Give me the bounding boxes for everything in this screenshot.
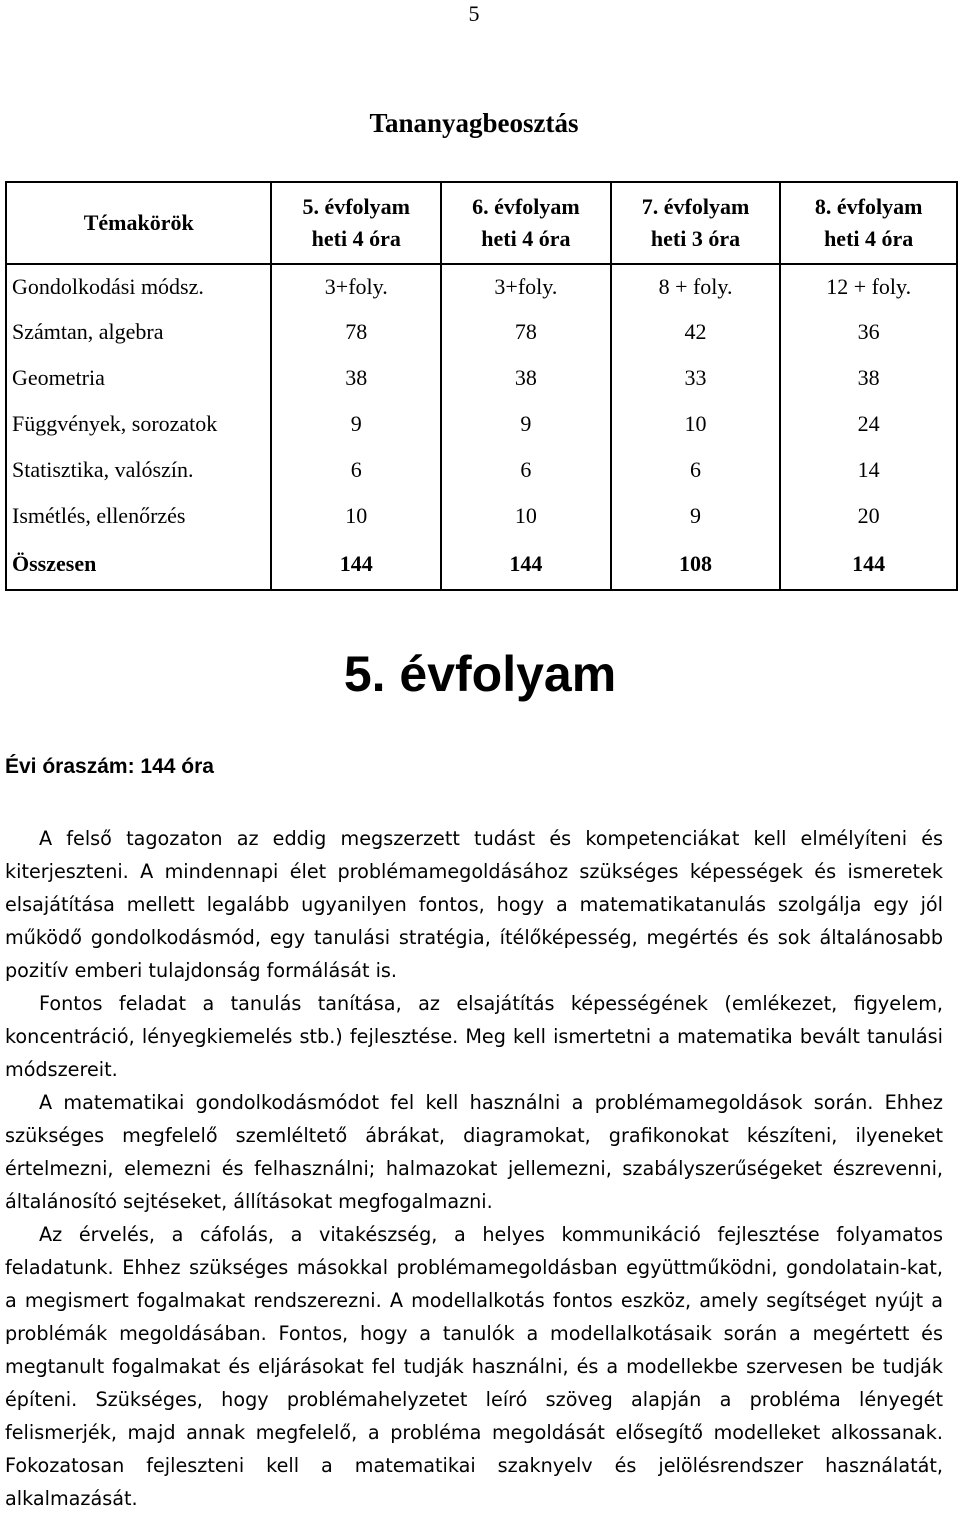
grade-label: 7. évfolyam [641, 194, 750, 219]
topic-cell: Összesen [6, 539, 271, 590]
hours-cell: 6 [441, 447, 611, 493]
topic-cell: Függvények, sorozatok [6, 401, 271, 447]
hours-cell: 3+foly. [441, 264, 611, 309]
hours-cell: 20 [780, 493, 957, 539]
paragraph: Az érvelés, a cáfolás, a vitakészség, a helyes kommunikáció fejlesztése folyamatos feladatunk. Ehhez szükséges másokkal problémamegoldásban együttműködni, gondolatain-kat, a megismert fogalmakat rendszerezni. A modellalkotás fontos eszköz, amely segítséget nyújt a problémák megoldásában. Fontos, hogy a tanulók a modellalkotásaik során a megértett és megtanult fogalmakat és eljárásokat fel tudják használni, és a modellekbe szervesen be tudják építeni. Szükséges, hogy problémahelyzetet leíró szöveg alapján a probléma lényegét felismerjék, majd annak megfelelő, a probléma megoldását elősegítő modelleket alkossanak. Fokozatosan fejleszteni kell a matematikai szaknyelv és jelölésrendszer használatát, alkalmazását. [5, 1223, 943, 1510]
annual-hours-label: Évi óraszám: 144 óra [5, 755, 214, 778]
hours-cell: 10 [441, 493, 611, 539]
grade-column-header [441, 182, 611, 264]
grade-column-header [780, 182, 957, 264]
hours-cell: 144 [271, 539, 441, 590]
hours-cell: 8 + foly. [611, 264, 781, 309]
table-row [6, 493, 957, 539]
topic-column-header: Témakörök [6, 182, 271, 264]
hours-cell: 78 [271, 309, 441, 355]
topic-cell: Számtan, algebra [6, 309, 271, 355]
table-row [6, 355, 957, 401]
page-number: 5 [468, 1, 480, 26]
weekly-hours-label: heti 4 óra [311, 226, 401, 251]
hours-cell: 9 [271, 401, 441, 447]
schedule-table [5, 181, 958, 591]
table-row [6, 309, 957, 355]
hours-cell: 6 [271, 447, 441, 493]
paragraph: A matematikai gondolkodásmódot fel kell használni a problémamegoldások során. Ehhez szükséges megfelelő szemléltető ábrákat, diagramokat, grafikonokat készíteni, ilyeneket értelmezni, elemezni és felhasználni; halmazokat jellemezni, szabályszerűségeket észrevenni, általánosító sejtéseket, állításokat megfogalmazni. [5, 1091, 943, 1213]
hours-cell: 24 [780, 401, 957, 447]
weekly-hours-label: heti 3 óra [650, 226, 741, 251]
hours-cell: 38 [271, 355, 441, 401]
hours-cell: 10 [611, 401, 781, 447]
hours-cell: 14 [780, 447, 957, 493]
table-total-row [6, 539, 957, 590]
hours-cell: 78 [441, 309, 611, 355]
grade-column-header [611, 182, 781, 264]
grade-column-header [271, 182, 441, 264]
hours-cell: 9 [611, 493, 781, 539]
topic-cell: Gondolkodási módsz. [6, 264, 271, 309]
weekly-hours-label: heti 4 óra [481, 226, 571, 251]
hours-cell: 38 [780, 355, 957, 401]
hours-cell: 33 [611, 355, 781, 401]
grade-label: 5. évfolyam [302, 194, 410, 219]
topic-cell: Ismétlés, ellenőrzés [6, 493, 271, 539]
grade-label: 8. évfolyam [814, 194, 923, 219]
paragraph: A felső tagozaton az eddig megszerzett tudást és kompetenciákat kell elmélyíteni és kiterjeszteni. A mindennapi élet problémamegoldásához szükséges képességek és ismeretek elsajátítása mellett legalább ugyanilyen fontos, hogy a matematikatanulás szolgálja egy jól működő gondolkodásmód, egy tanulási stratégia, ítélőképesség, megértés és sok általánosabb pozitív emberi tulajdonság formálását is. [5, 827, 943, 982]
body-text [5, 822, 943, 1515]
topic-cell: Geometria [6, 355, 271, 401]
hours-cell: 9 [441, 401, 611, 447]
hours-cell: 3+foly. [271, 264, 441, 309]
hours-cell: 144 [441, 539, 611, 590]
hours-cell: 108 [611, 539, 781, 590]
hours-cell: 42 [611, 309, 781, 355]
hours-cell: 36 [780, 309, 957, 355]
grade-label: 6. évfolyam [472, 194, 580, 219]
hours-cell: 144 [780, 539, 957, 590]
topic-cell: Statisztika, valószín. [6, 447, 271, 493]
table-row [6, 401, 957, 447]
hours-cell: 6 [611, 447, 781, 493]
hours-cell: 10 [271, 493, 441, 539]
table-row [6, 264, 957, 309]
table-header-row [6, 182, 957, 264]
grade-heading: 5. évfolyam [343, 646, 617, 702]
paragraph: Fontos feladat a tanulás tanítása, az elsajátítás képességének (emlékezet, figyelem, koncentráció, lényegkiemelés stb.) fejlesztése. Meg kell ismertetni a matematika bevált tanulási módszereit. [5, 992, 943, 1081]
document-title: Tananyagbeosztás [369, 108, 579, 138]
table-row [6, 447, 957, 493]
weekly-hours-label: heti 4 óra [824, 226, 914, 251]
hours-cell: 12 + foly. [780, 264, 957, 309]
hours-cell: 38 [441, 355, 611, 401]
